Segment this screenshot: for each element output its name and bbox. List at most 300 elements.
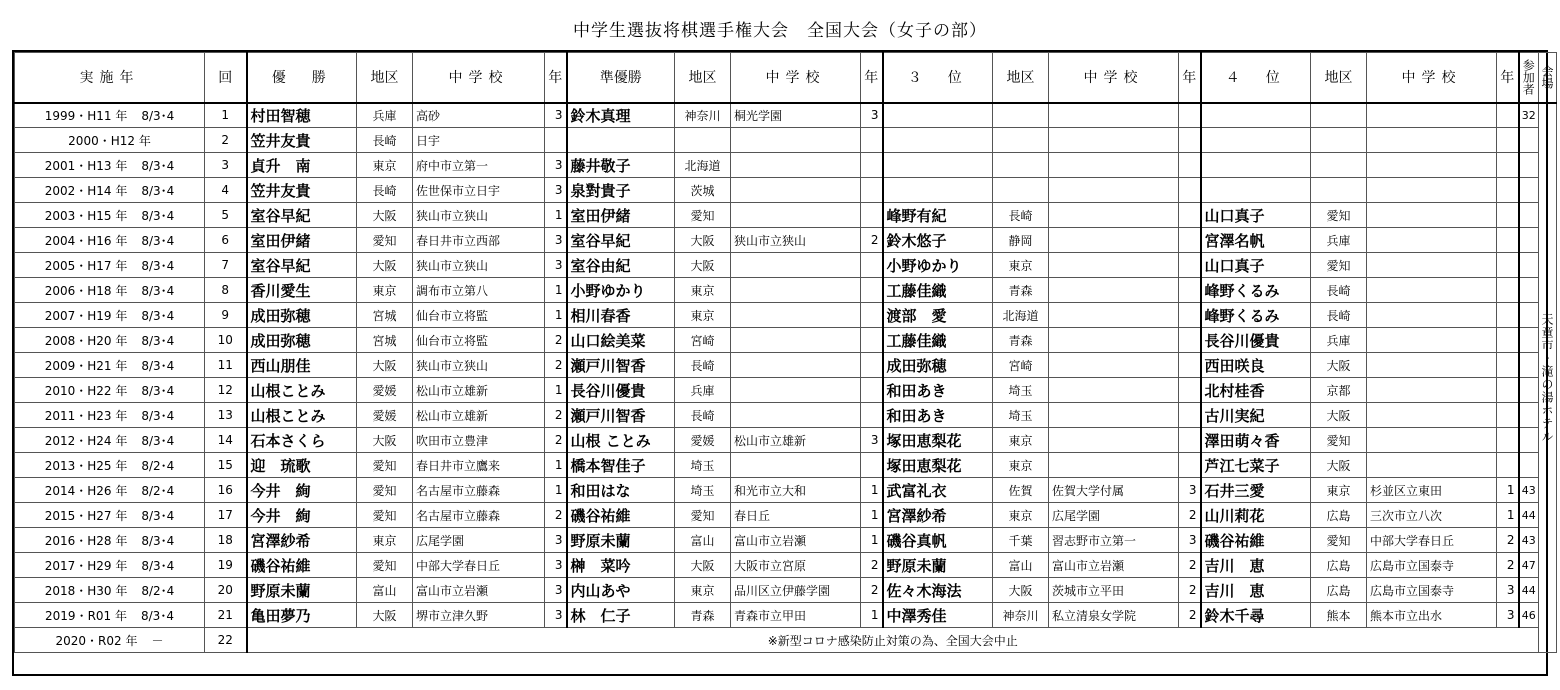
player-name: 室田伊緒 bbox=[567, 203, 675, 228]
player-name: 塚田恵梨花 bbox=[883, 453, 993, 478]
school-cell bbox=[731, 403, 861, 428]
player-name: 山口絵美菜 bbox=[567, 328, 675, 353]
school-cell: 狭山市立狭山 bbox=[413, 353, 545, 378]
player-name: 室谷早紀 bbox=[247, 203, 357, 228]
school-cell bbox=[1049, 403, 1179, 428]
grade-cell bbox=[545, 128, 567, 153]
region-cell: 兵庫 bbox=[357, 103, 413, 128]
grade-cell: 3 bbox=[545, 178, 567, 203]
date-label: 8/3･4 bbox=[141, 383, 175, 398]
page-title: 中学生選抜将棋選手権大会 全国大会（女子の部） bbox=[573, 21, 987, 41]
school-cell bbox=[1049, 128, 1179, 153]
player-name: 山口真子 bbox=[1201, 203, 1311, 228]
header-region: 地区 bbox=[675, 53, 731, 103]
grade-cell: 3 bbox=[545, 253, 567, 278]
region-cell: 大阪 bbox=[357, 353, 413, 378]
header-row bbox=[15, 53, 1557, 103]
participants-cell bbox=[1519, 403, 1539, 428]
year-cell bbox=[15, 553, 205, 578]
grade-cell: 2 bbox=[861, 228, 883, 253]
player-name: 亀田夢乃 bbox=[247, 603, 357, 628]
grade-cell bbox=[861, 178, 883, 203]
player-name: 山根 ことみ bbox=[567, 428, 675, 453]
player-name bbox=[883, 153, 993, 178]
region-cell: 兵庫 bbox=[675, 378, 731, 403]
kai-cell: 15 bbox=[205, 453, 247, 478]
school-cell bbox=[731, 128, 861, 153]
date-label: 8/2･4 bbox=[141, 483, 175, 498]
school-cell bbox=[1367, 403, 1497, 428]
table-row bbox=[15, 303, 1557, 328]
grade-cell bbox=[1497, 403, 1519, 428]
table-row bbox=[15, 328, 1557, 353]
player-name: 西山朋佳 bbox=[247, 353, 357, 378]
region-cell: 大阪 bbox=[357, 428, 413, 453]
player-name: 吉川 恵 bbox=[1201, 578, 1311, 603]
grade-cell bbox=[861, 203, 883, 228]
grade-cell bbox=[1497, 278, 1519, 303]
grade-cell: 2 bbox=[1497, 528, 1519, 553]
region-cell: 愛知 bbox=[1311, 528, 1367, 553]
kai-cell: 7 bbox=[205, 253, 247, 278]
school-cell bbox=[731, 153, 861, 178]
player-name: 峰野くるみ bbox=[1201, 278, 1311, 303]
region-cell: 宮崎 bbox=[675, 328, 731, 353]
player-name bbox=[1201, 153, 1311, 178]
year-cell bbox=[15, 103, 205, 128]
region-cell: 富山 bbox=[993, 553, 1049, 578]
year-cell bbox=[15, 453, 205, 478]
region-cell: 青森 bbox=[993, 278, 1049, 303]
region-cell bbox=[993, 103, 1049, 128]
grade-cell bbox=[1497, 253, 1519, 278]
region-cell: 長崎 bbox=[1311, 278, 1367, 303]
region-cell: 長崎 bbox=[357, 178, 413, 203]
table-row bbox=[15, 103, 1557, 128]
grade-cell: 1 bbox=[861, 603, 883, 628]
header-grade: 年 bbox=[545, 53, 567, 103]
year-label: 2019・R01 年 bbox=[45, 608, 127, 623]
grade-cell: 2 bbox=[1179, 578, 1201, 603]
date-label: 8/3･4 bbox=[141, 408, 175, 423]
region-cell: 北海道 bbox=[993, 303, 1049, 328]
grade-cell: 3 bbox=[1179, 478, 1201, 503]
region-cell: 宮城 bbox=[357, 303, 413, 328]
participants-cell bbox=[1519, 378, 1539, 403]
school-cell bbox=[1367, 203, 1497, 228]
grade-cell bbox=[1497, 378, 1519, 403]
grade-cell bbox=[1497, 178, 1519, 203]
kai-cell: 9 bbox=[205, 303, 247, 328]
table-row bbox=[15, 153, 1557, 178]
player-name: 瀬戸川智香 bbox=[567, 403, 675, 428]
school-cell: 富山市立岩瀬 bbox=[731, 528, 861, 553]
region-cell: 東京 bbox=[993, 428, 1049, 453]
kai-cell: 13 bbox=[205, 403, 247, 428]
player-name: 石本さくら bbox=[247, 428, 357, 453]
header-third: ３ 位 bbox=[883, 53, 993, 103]
grade-cell bbox=[1497, 453, 1519, 478]
school-cell: 熊本市立出水 bbox=[1367, 603, 1497, 628]
school-cell bbox=[1367, 103, 1497, 128]
player-name: 成田弥穂 bbox=[883, 353, 993, 378]
year-cell bbox=[15, 428, 205, 453]
year-cell bbox=[15, 353, 205, 378]
school-cell: 佐世保市立日宇 bbox=[413, 178, 545, 203]
year-label: 2014・H26 年 bbox=[44, 483, 128, 498]
school-cell: 青森市立甲田 bbox=[731, 603, 861, 628]
participants-cell: 43 bbox=[1519, 478, 1539, 503]
player-name: 野原未蘭 bbox=[247, 578, 357, 603]
date-label: 8/3･4 bbox=[141, 233, 175, 248]
region-cell: 長崎 bbox=[675, 353, 731, 378]
year-label: 2004・H16 年 bbox=[44, 233, 128, 248]
region-cell: 青森 bbox=[675, 603, 731, 628]
player-name: 中澤秀佳 bbox=[883, 603, 993, 628]
player-name: 峰野くるみ bbox=[1201, 303, 1311, 328]
player-name bbox=[883, 103, 993, 128]
grade-cell bbox=[861, 453, 883, 478]
grade-cell bbox=[861, 153, 883, 178]
year-label: 2001・H13 年 bbox=[44, 158, 128, 173]
player-name: 北村桂香 bbox=[1201, 378, 1311, 403]
region-cell: 大阪 bbox=[675, 228, 731, 253]
region-cell: 愛知 bbox=[357, 453, 413, 478]
grade-cell: 1 bbox=[861, 503, 883, 528]
school-cell bbox=[1049, 278, 1179, 303]
player-name: 西田咲良 bbox=[1201, 353, 1311, 378]
date-label: 8/2･4 bbox=[141, 583, 175, 598]
region-cell: 大阪 bbox=[1311, 403, 1367, 428]
year-cell bbox=[15, 628, 205, 653]
player-name: 和田あき bbox=[883, 403, 993, 428]
year-cell bbox=[15, 603, 205, 628]
header-participants: 参加者 bbox=[1519, 53, 1539, 103]
year-label: 2002・H14 年 bbox=[44, 183, 128, 198]
school-cell bbox=[1367, 178, 1497, 203]
participants-cell bbox=[1519, 303, 1539, 328]
school-cell: 品川区立伊藤学園 bbox=[731, 578, 861, 603]
grade-cell bbox=[861, 378, 883, 403]
player-name: 林 仁子 bbox=[567, 603, 675, 628]
player-name: 鈴木千尋 bbox=[1201, 603, 1311, 628]
date-label: 8/2･4 bbox=[141, 458, 175, 473]
grade-cell: 1 bbox=[1497, 478, 1519, 503]
participants-cell bbox=[1519, 328, 1539, 353]
school-cell bbox=[731, 328, 861, 353]
player-name: 小野ゆかり bbox=[883, 253, 993, 278]
school-cell: 三次市立八次 bbox=[1367, 503, 1497, 528]
date-label: 8/3･4 bbox=[141, 558, 175, 573]
school-cell: 中部大学春日丘 bbox=[1367, 528, 1497, 553]
school-cell: 名古屋市立藤森 bbox=[413, 478, 545, 503]
region-cell bbox=[675, 128, 731, 153]
school-cell: 広尾学園 bbox=[413, 528, 545, 553]
school-cell: 中部大学春日丘 bbox=[413, 553, 545, 578]
school-cell: 富山市立岩瀬 bbox=[413, 578, 545, 603]
table-row bbox=[15, 428, 1557, 453]
header-year: 実施年 bbox=[15, 53, 205, 103]
region-cell: 長崎 bbox=[1311, 303, 1367, 328]
player-name: 宮澤紗希 bbox=[883, 503, 993, 528]
player-name: 成田弥穂 bbox=[247, 303, 357, 328]
school-cell: 府中市立第一 bbox=[413, 153, 545, 178]
grade-cell bbox=[1179, 428, 1201, 453]
grade-cell: 2 bbox=[1179, 603, 1201, 628]
school-cell bbox=[1049, 178, 1179, 203]
grade-cell: 2 bbox=[545, 403, 567, 428]
school-cell bbox=[1049, 103, 1179, 128]
player-name: 和田はな bbox=[567, 478, 675, 503]
player-name: 山口真子 bbox=[1201, 253, 1311, 278]
kai-cell: 1 bbox=[205, 103, 247, 128]
player-name: 芦江七菜子 bbox=[1201, 453, 1311, 478]
table-row bbox=[15, 603, 1557, 628]
region-cell: 大阪 bbox=[357, 203, 413, 228]
player-name: 室谷早紀 bbox=[247, 253, 357, 278]
school-cell bbox=[1367, 328, 1497, 353]
region-cell: 愛知 bbox=[1311, 253, 1367, 278]
grade-cell: 1 bbox=[545, 478, 567, 503]
date-label: 8/3･4 bbox=[141, 358, 175, 373]
grade-cell bbox=[1179, 278, 1201, 303]
region-cell: 佐賀 bbox=[993, 478, 1049, 503]
year-cell bbox=[15, 378, 205, 403]
results-table bbox=[14, 52, 1557, 653]
school-cell bbox=[1049, 228, 1179, 253]
player-name: 磯谷祐維 bbox=[247, 553, 357, 578]
date-label: 8/3･4 bbox=[141, 183, 175, 198]
player-name: 瀬戸川智香 bbox=[567, 353, 675, 378]
player-name: 小野ゆかり bbox=[567, 278, 675, 303]
table-row bbox=[15, 578, 1557, 603]
player-name bbox=[567, 128, 675, 153]
school-cell bbox=[731, 353, 861, 378]
grade-cell bbox=[1497, 228, 1519, 253]
region-cell: 東京 bbox=[675, 278, 731, 303]
header-grade: 年 bbox=[861, 53, 883, 103]
school-cell: 吹田市立豊津 bbox=[413, 428, 545, 453]
school-cell: 日宇 bbox=[413, 128, 545, 153]
region-cell: 東京 bbox=[675, 578, 731, 603]
school-cell: 松山市立雄新 bbox=[413, 403, 545, 428]
region-cell: 愛知 bbox=[675, 503, 731, 528]
school-cell bbox=[1367, 303, 1497, 328]
player-name: 山根ことみ bbox=[247, 378, 357, 403]
region-cell: 東京 bbox=[993, 453, 1049, 478]
region-cell: 東京 bbox=[993, 503, 1049, 528]
player-name: 古川実紀 bbox=[1201, 403, 1311, 428]
kai-cell: 19 bbox=[205, 553, 247, 578]
player-name: 工藤佳織 bbox=[883, 328, 993, 353]
player-name: 磯谷祐維 bbox=[567, 503, 675, 528]
player-name: 榊 菜吟 bbox=[567, 553, 675, 578]
kai-cell: 6 bbox=[205, 228, 247, 253]
kai-cell: 2 bbox=[205, 128, 247, 153]
kai-cell: 3 bbox=[205, 153, 247, 178]
kai-cell: 18 bbox=[205, 528, 247, 553]
player-name: 山根ことみ bbox=[247, 403, 357, 428]
grade-cell: 3 bbox=[1497, 603, 1519, 628]
grade-cell: 3 bbox=[545, 553, 567, 578]
region-cell: 宮城 bbox=[357, 328, 413, 353]
school-cell bbox=[1049, 303, 1179, 328]
player-name: 野原未蘭 bbox=[567, 528, 675, 553]
region-cell: 大阪 bbox=[675, 553, 731, 578]
player-name: 宮澤名帆 bbox=[1201, 228, 1311, 253]
school-cell bbox=[1049, 203, 1179, 228]
participants-cell bbox=[1519, 128, 1539, 153]
year-label: 1999・H11 年 bbox=[44, 108, 128, 123]
school-cell: 習志野市立第一 bbox=[1049, 528, 1179, 553]
school-cell bbox=[1049, 253, 1179, 278]
results-table-frame bbox=[12, 50, 1554, 676]
grade-cell: 1 bbox=[861, 478, 883, 503]
grade-cell: 3 bbox=[545, 603, 567, 628]
table-row bbox=[15, 203, 1557, 228]
school-cell: 仙台市立将監 bbox=[413, 303, 545, 328]
grade-cell: 3 bbox=[1179, 528, 1201, 553]
school-cell bbox=[731, 178, 861, 203]
participants-cell: 32 bbox=[1519, 103, 1539, 128]
region-cell: 茨城 bbox=[675, 178, 731, 203]
year-label: 2006・H18 年 bbox=[44, 283, 128, 298]
player-name: 澤田萌々香 bbox=[1201, 428, 1311, 453]
player-name: 吉川 恵 bbox=[1201, 553, 1311, 578]
participants-cell bbox=[1519, 153, 1539, 178]
grade-cell: 3 bbox=[861, 428, 883, 453]
grade-cell bbox=[861, 403, 883, 428]
table-row bbox=[15, 278, 1557, 303]
grade-cell bbox=[861, 328, 883, 353]
year-cell bbox=[15, 528, 205, 553]
school-cell: 私立清泉女学院 bbox=[1049, 603, 1179, 628]
grade-cell bbox=[1179, 128, 1201, 153]
region-cell: 広島 bbox=[1311, 503, 1367, 528]
kai-cell: 4 bbox=[205, 178, 247, 203]
school-cell bbox=[1367, 153, 1497, 178]
grade-cell bbox=[1497, 353, 1519, 378]
year-label: 2000・H12 年 bbox=[68, 133, 151, 148]
school-cell: 富山市立岩瀬 bbox=[1049, 553, 1179, 578]
kai-cell: 14 bbox=[205, 428, 247, 453]
grade-cell bbox=[1179, 353, 1201, 378]
grade-cell: 2 bbox=[545, 353, 567, 378]
region-cell: 大阪 bbox=[993, 578, 1049, 603]
region-cell: 青森 bbox=[993, 328, 1049, 353]
date-label: 8/3･4 bbox=[141, 283, 175, 298]
region-cell: 広島 bbox=[1311, 553, 1367, 578]
region-cell: 愛媛 bbox=[675, 428, 731, 453]
participants-cell bbox=[1519, 253, 1539, 278]
school-cell: 広島市立国泰寺 bbox=[1367, 553, 1497, 578]
year-cell bbox=[15, 503, 205, 528]
table-row bbox=[15, 128, 1557, 153]
player-name: 塚田恵梨花 bbox=[883, 428, 993, 453]
region-cell: 兵庫 bbox=[1311, 228, 1367, 253]
region-cell: 愛知 bbox=[357, 553, 413, 578]
region-cell: 宮崎 bbox=[993, 353, 1049, 378]
kai-cell: 20 bbox=[205, 578, 247, 603]
region-cell: 神奈川 bbox=[675, 103, 731, 128]
school-cell: 狭山市立狭山 bbox=[731, 228, 861, 253]
year-cell bbox=[15, 328, 205, 353]
school-cell: 堺市立津久野 bbox=[413, 603, 545, 628]
participants-cell: 44 bbox=[1519, 503, 1539, 528]
kai-cell: 10 bbox=[205, 328, 247, 353]
school-cell bbox=[1367, 378, 1497, 403]
region-cell: 愛知 bbox=[675, 203, 731, 228]
grade-cell bbox=[1179, 178, 1201, 203]
player-name: 香川愛生 bbox=[247, 278, 357, 303]
school-cell bbox=[1367, 228, 1497, 253]
grade-cell: 1 bbox=[545, 453, 567, 478]
region-cell: 埼玉 bbox=[993, 403, 1049, 428]
participants-cell: 46 bbox=[1519, 603, 1539, 628]
player-name bbox=[1201, 103, 1311, 128]
header-fourth: ４ 位 bbox=[1201, 53, 1311, 103]
year-label: 2016・H28 年 bbox=[44, 533, 128, 548]
school-cell: 高砂 bbox=[413, 103, 545, 128]
player-name: 工藤佳織 bbox=[883, 278, 993, 303]
region-cell: 大阪 bbox=[675, 253, 731, 278]
table-row bbox=[15, 478, 1557, 503]
year-label: 2008・H20 年 bbox=[44, 333, 128, 348]
grade-cell bbox=[1497, 103, 1519, 128]
region-cell: 長崎 bbox=[993, 203, 1049, 228]
year-label: 2020・R02 年 bbox=[55, 633, 138, 648]
region-cell: 愛知 bbox=[1311, 203, 1367, 228]
region-cell: 愛知 bbox=[357, 503, 413, 528]
region-cell: 埼玉 bbox=[675, 478, 731, 503]
school-cell: 茨城市立平田 bbox=[1049, 578, 1179, 603]
region-cell bbox=[993, 128, 1049, 153]
grade-cell: 3 bbox=[545, 103, 567, 128]
header-school: 中学校 bbox=[1049, 53, 1179, 103]
participants-cell bbox=[1519, 178, 1539, 203]
year-label: 2009・H21 年 bbox=[44, 358, 128, 373]
player-name: 鈴木悠子 bbox=[883, 228, 993, 253]
player-name: 今井 絢 bbox=[247, 478, 357, 503]
grade-cell bbox=[861, 128, 883, 153]
date-label: 8/3･4 bbox=[141, 508, 175, 523]
grade-cell bbox=[1497, 203, 1519, 228]
date-label: 8/3･4 bbox=[141, 308, 175, 323]
date-label: 8/3･4 bbox=[141, 158, 175, 173]
school-cell: 仙台市立将監 bbox=[413, 328, 545, 353]
kai-cell: 22 bbox=[205, 628, 247, 653]
player-name: 渡部 愛 bbox=[883, 303, 993, 328]
region-cell: 東京 bbox=[357, 153, 413, 178]
school-cell: 広島市立国泰寺 bbox=[1367, 578, 1497, 603]
kai-cell: 17 bbox=[205, 503, 247, 528]
date-label: 8/3･4 bbox=[141, 208, 175, 223]
school-cell: 松山市立雄新 bbox=[413, 378, 545, 403]
date-label: 8/3･4 bbox=[141, 433, 175, 448]
venue-cell: 天童市・滝の湯ホテル bbox=[1539, 103, 1557, 653]
year-label: 2003・H15 年 bbox=[44, 208, 128, 223]
participants-cell: 44 bbox=[1519, 578, 1539, 603]
grade-cell: 3 bbox=[861, 103, 883, 128]
grade-cell bbox=[1179, 153, 1201, 178]
player-name: 佐々木海法 bbox=[883, 578, 993, 603]
year-cell bbox=[15, 228, 205, 253]
year-cell bbox=[15, 578, 205, 603]
school-cell bbox=[1049, 428, 1179, 453]
header-venue: 会場 bbox=[1539, 53, 1557, 103]
grade-cell bbox=[1179, 303, 1201, 328]
school-cell bbox=[1049, 153, 1179, 178]
